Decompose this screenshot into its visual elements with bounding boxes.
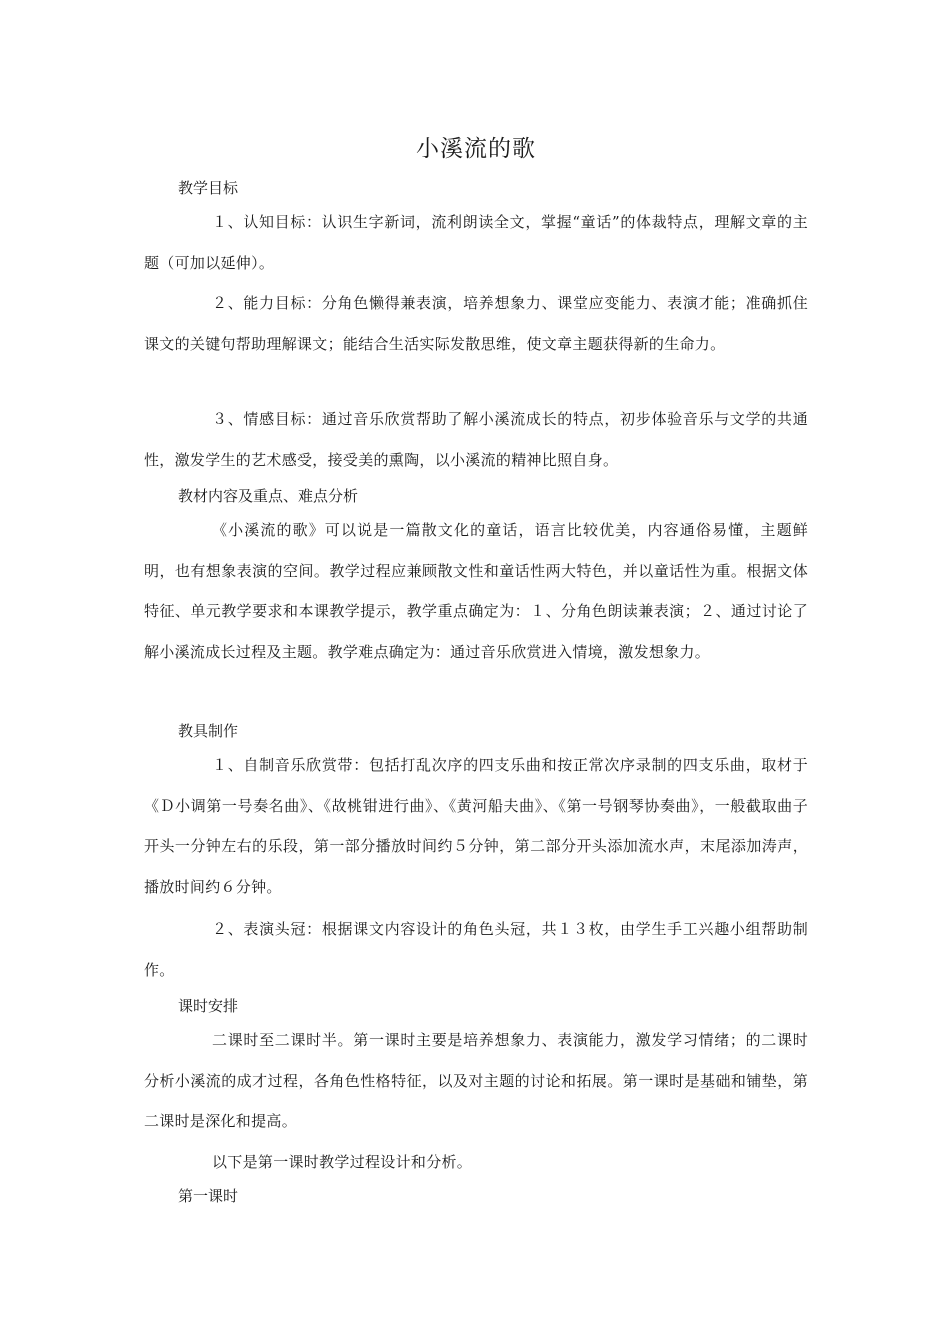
objective-item-1: １、认知目标：认识生字新词，流利朗读全文，掌握“童话”的体裁特点，理解文章的主题（可加以延伸）。: [144, 213, 808, 272]
heading-objectives: 教学目标: [178, 179, 239, 197]
heading-analysis: 教材内容及重点、难点分析: [178, 487, 359, 505]
tools-item-1: １、自制音乐欣赏带：包括打乱次序的四支乐曲和按正常次序录制的四支乐曲，取材于《Ｄ小调第一号奏名曲》、《故桃钳进行曲》、《黄河船夫曲》、《第一号钢琴协奏曲》，一般截取曲子开头一分钟左右的乐段，第一部分播放时间约５分钟，第二部分开头添加流水声，末尾添加涛声，播放时间约６分钟。: [144, 756, 808, 896]
schedule-note: 以下是第一课时教学过程设计和分析。: [212, 1153, 473, 1171]
schedule-paragraph: 二课时至二课时半。第一课时主要是培养想象力、表演能力，激发学习情绪；的二课时分析小溪流的成才过程，各角色性格特征，以及对主题的讨论和拓展。第一课时是基础和铺垫，第二课时是深化和提高。: [144, 1031, 808, 1130]
heading-schedule: 课时安排: [178, 997, 239, 1015]
analysis-paragraph: 《小溪流的歌》可以说是一篇散文化的童话，语言比较优美，内容通俗易懂，主题鲜明，也有想象表演的空间。教学过程应兼顾散文性和童话性两大特色，并以童话性为重。根据文体特征、单元教学要求和本课教学提示，教学重点确定为：１、分角色朗读兼表演；２、通过讨论了解小溪流成长过程及主题。教学难点确定为：通过音乐欣赏进入情境，激发想象力。: [144, 521, 808, 661]
heading-lesson-one: 第一课时: [178, 1187, 239, 1205]
objective-item-3: ３、情感目标：通过音乐欣赏帮助了解小溪流成长的特点，初步体验音乐与文学的共通性，激发学生的艺术感受，接受美的熏陶，以小溪流的精神比照自身。: [144, 410, 808, 469]
heading-tools: 教具制作: [178, 722, 239, 740]
objective-item-2: ２、能力目标：分角色懒得兼表演，培养想象力、课堂应变能力、表演才能；准确抓住课文的关键句帮助理解课文；能结合生活实际发散思维，使文章主题获得新的生命力。: [144, 294, 808, 353]
document-title: 小溪流的歌: [416, 136, 536, 162]
tools-item-2: ２、表演头冠：根据课文内容设计的角色头冠，共１３枚，由学生手工兴趣小组帮助制作。: [144, 920, 808, 979]
